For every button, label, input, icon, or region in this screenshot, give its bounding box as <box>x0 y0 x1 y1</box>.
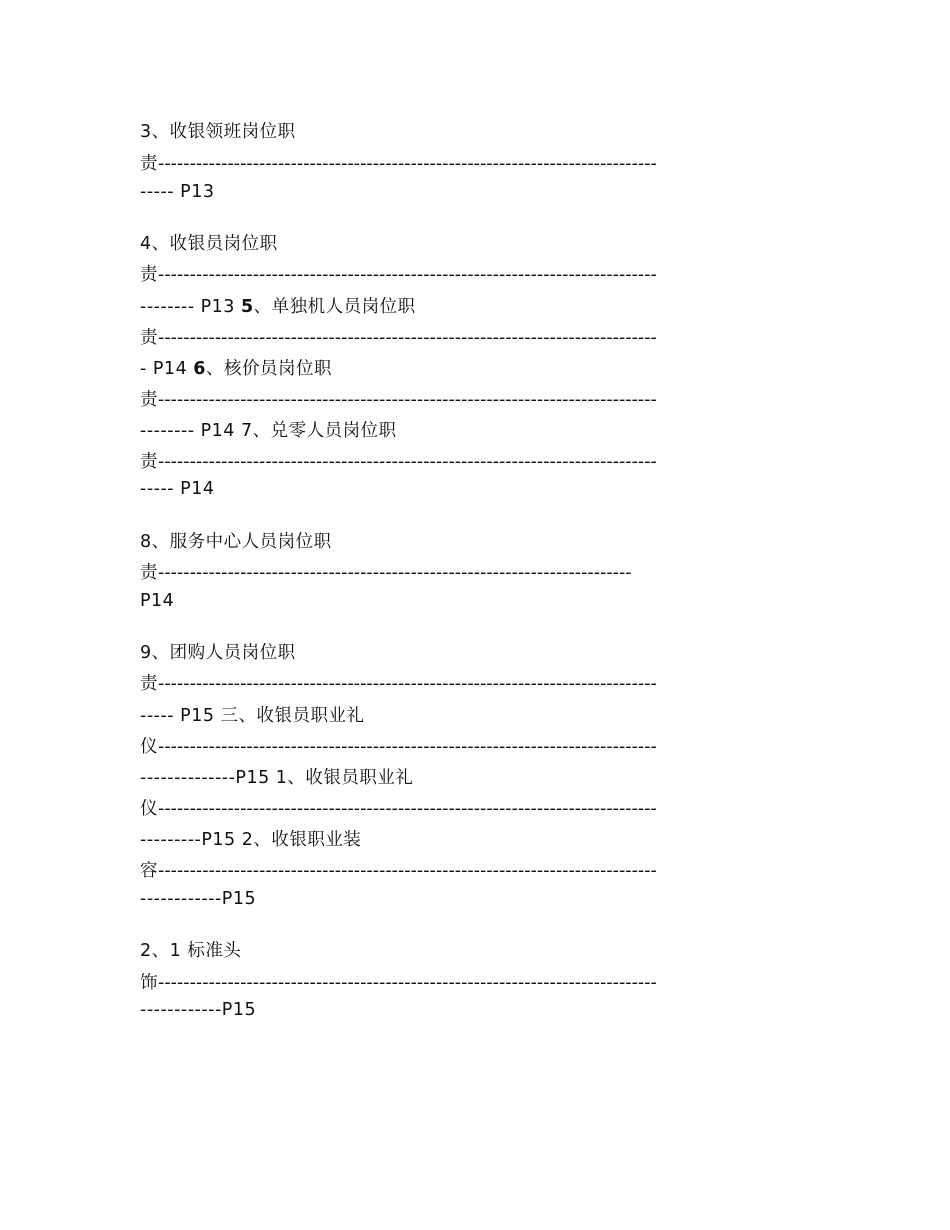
toc-page-ref: ----- P14 <box>140 479 215 499</box>
toc-heading-group-purchase: 9、团购人员岗位职 <box>140 643 296 663</box>
toc-heading-headwear: 2、1 标准头 <box>140 941 242 961</box>
toc-leader-line: 责------------------------------------------------------------------------------- <box>140 452 657 472</box>
toc-page-ref-with-heading: ---------P15 2、收银职业装 <box>140 830 362 850</box>
toc-leader-line: 仪------------------------------------------------------------------------------- <box>140 737 657 757</box>
toc-leader-line: 责--------------------------------------------------------------------------- <box>140 563 632 583</box>
toc-page-ref: ------------P15 <box>140 889 257 909</box>
toc-leader-line: 责------------------------------------------------------------------------------- <box>140 154 657 174</box>
toc-page-ref-with-heading: ----- P15 三、收银员职业礼 <box>140 706 365 726</box>
toc-leader-line: 责------------------------------------------------------------------------------- <box>140 265 657 285</box>
toc-page-ref: ------------P15 <box>140 1000 257 1020</box>
toc-heading-cashier: 4、收银员岗位职 <box>140 234 278 254</box>
toc-page-ref: ----- P13 <box>140 182 215 202</box>
toc-leader-line: 仪------------------------------------------------------------------------------- <box>140 799 657 819</box>
toc-page-ref-with-heading: --------------P15 1、收银员职业礼 <box>140 768 414 788</box>
toc-page-ref-with-heading: -------- P14 7、兑零人员岗位职 <box>140 421 397 441</box>
toc-leader-line: 容------------------------------------------------------------------------------- <box>140 861 657 881</box>
toc-leader-line: 责------------------------------------------------------------------------------- <box>140 328 657 348</box>
toc-heading-service-center: 8、服务中心人员岗位职 <box>140 532 332 552</box>
toc-page-ref-with-heading: - P14 6、核价员岗位职 <box>140 359 332 379</box>
toc-leader-line: 饰------------------------------------------------------------------------------- <box>140 973 657 993</box>
toc-page-ref-with-heading: -------- P13 5、单独机人员岗位职 <box>140 297 416 317</box>
toc-heading-cashier-supervisor: 3、收银领班岗位职 <box>140 122 296 142</box>
toc-leader-line: 责------------------------------------------------------------------------------- <box>140 674 657 694</box>
toc-page-ref: P14 <box>140 591 175 611</box>
toc-leader-line: 责------------------------------------------------------------------------------- <box>140 390 657 410</box>
